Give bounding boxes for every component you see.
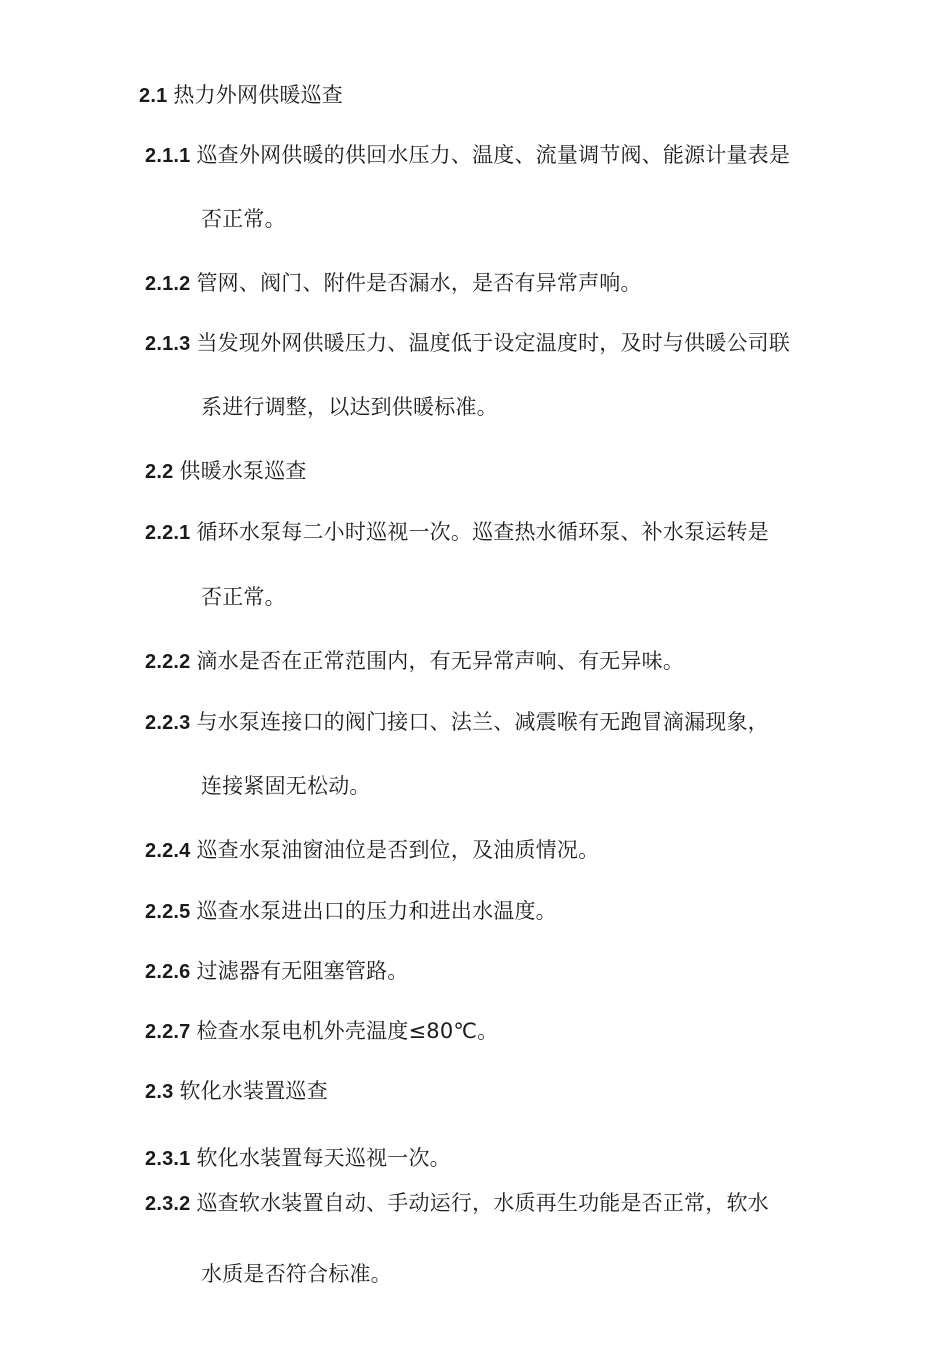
item-2-1-1 [145, 141, 790, 170]
item-2-2-1-continuation [201, 583, 286, 611]
section-number: 2.3 [145, 1081, 174, 1103]
section-text: 热力外网供暖巡查 [173, 83, 344, 107]
section-text: 滴水是否在正常范围内，有无异常声响、有无异味。 [196, 649, 685, 673]
section-number: 2.2.5 [145, 901, 191, 923]
item-2-3-2 [145, 1189, 769, 1218]
item-2-2-5 [145, 897, 557, 926]
section-number: 2.2.6 [145, 961, 191, 983]
item-2-2-3-continuation [201, 772, 371, 800]
section-text: 软化水装置巡查 [179, 1079, 328, 1103]
section-text: 管网、阀门、附件是否漏水，是否有异常声响。 [196, 271, 642, 295]
section-text: 过滤器有无阻塞管路。 [196, 959, 409, 983]
item-2-2-7 [145, 1017, 498, 1046]
section-text: 巡查软水装置自动、手动运行，水质再生功能是否正常，软水 [196, 1191, 769, 1215]
item-2-2-2 [145, 647, 684, 676]
section-number: 2.1 [139, 85, 168, 107]
section-text: 当发现外网供暖压力、温度低于设定温度时，及时与供暖公司联 [196, 331, 791, 355]
item-2-1-2 [145, 269, 642, 298]
section-number: 2.2.7 [145, 1021, 191, 1043]
section-text: 循环水泵每二小时巡视一次。巡查热水循环泵、补水泵运转是 [196, 520, 769, 544]
section-text: 供暖水泵巡查 [179, 459, 307, 483]
item-2-2-6 [145, 957, 408, 986]
heading-2-1 [139, 81, 343, 110]
item-2-2-3 [145, 708, 769, 737]
section-number: 2.1.2 [145, 273, 191, 295]
section-number: 2.2 [145, 461, 174, 483]
section-text: 否正常。 [201, 207, 286, 231]
item-2-2-4 [145, 836, 599, 865]
item-2-2-1 [145, 518, 769, 547]
item-2-3-2-continuation [201, 1260, 392, 1288]
section-number: 2.1.3 [145, 333, 191, 355]
heading-2-2 [145, 457, 307, 486]
section-text: 检查水泵电机外壳温度≤80℃。 [196, 1019, 499, 1043]
heading-2-3 [145, 1077, 328, 1106]
section-text: 巡查水泵进出口的压力和进出水温度。 [196, 899, 557, 923]
section-text: 否正常。 [201, 585, 286, 609]
section-text: 巡查外网供暖的供回水压力、温度、流量调节阀、能源计量表是 [196, 143, 791, 167]
section-text: 巡查水泵油窗油位是否到位，及油质情况。 [196, 838, 600, 862]
item-2-1-3-continuation [201, 393, 498, 421]
section-text: 软化水装置每天巡视一次。 [196, 1146, 451, 1170]
section-number: 2.2.2 [145, 651, 191, 673]
section-number: 2.3.2 [145, 1193, 191, 1215]
section-number: 2.1.1 [145, 145, 191, 167]
section-text: 连接紧固无松动。 [201, 774, 371, 798]
section-number: 2.2.1 [145, 522, 191, 544]
section-text: 系进行调整，以达到供暖标准。 [201, 395, 498, 419]
section-number: 2.2.3 [145, 712, 191, 734]
section-number: 2.2.4 [145, 840, 191, 862]
section-text: 水质是否符合标准。 [201, 1262, 392, 1286]
section-text: 与水泵连接口的阀门接口、法兰、减震喉有无跑冒滴漏现象， [196, 710, 769, 734]
item-2-3-1 [145, 1144, 451, 1173]
item-2-1-1-continuation [201, 205, 286, 233]
section-number: 2.3.1 [145, 1148, 191, 1170]
item-2-1-3 [145, 329, 790, 358]
